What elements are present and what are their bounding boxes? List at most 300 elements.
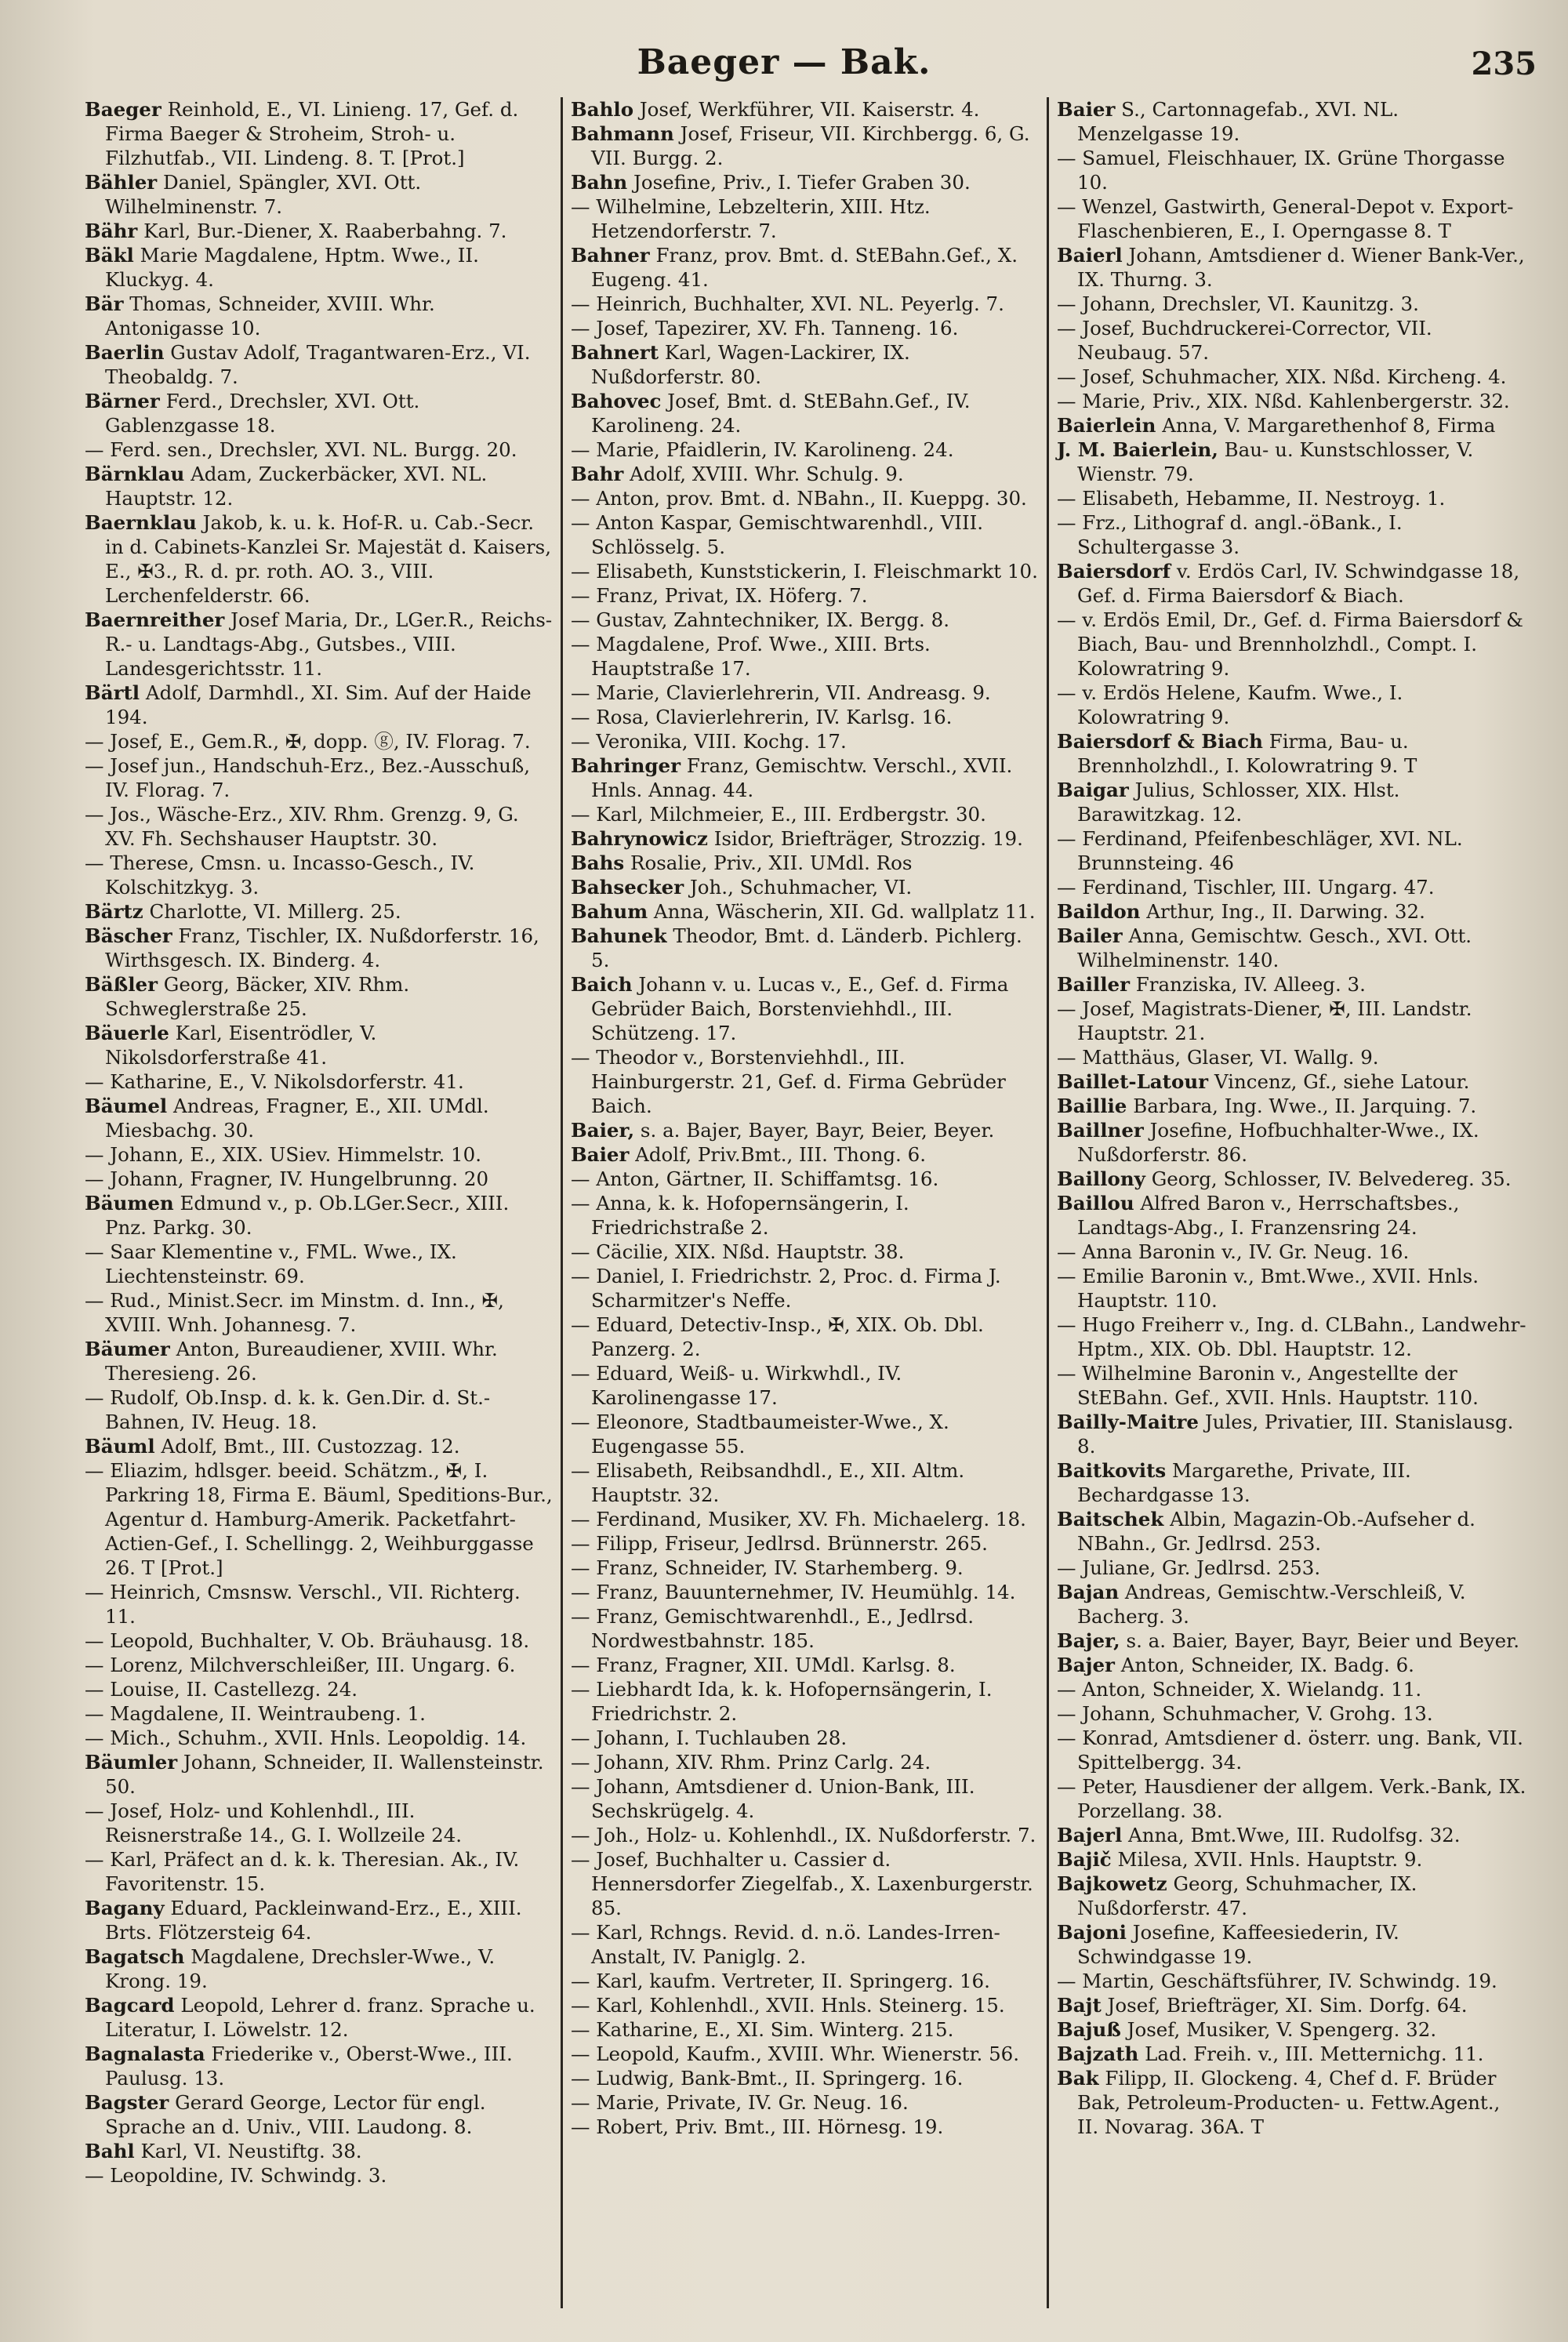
entry-text: Firma, Bau- u. Brennholzhdl., I. Kolowratring 9. T — [1077, 730, 1417, 777]
page-number: 235 — [1471, 45, 1537, 82]
entry-text: — Katharine, E., V. Nikolsdorferstr. 41. — [85, 1070, 464, 1093]
directory-entry — [85, 340, 553, 389]
directory-entry — [571, 2115, 1039, 2139]
entry-text: v. Erdös Carl, IV. Schwindgasse 18, Gef. d. Firma Baiersdorf & Biach. — [1077, 560, 1520, 607]
entry-text: — Anna Baronin v., IV. Gr. Neug. 16. — [1057, 1240, 1410, 1263]
entry-text: — Josef, Buchhalter u. Cassier d. Hennersdorfer Ziegelfab., X. Laxenburgerstr. 85. — [571, 1848, 1033, 1919]
directory-entry — [1057, 2017, 1527, 2042]
entry-name: Bahlo — [571, 98, 634, 121]
directory-entry — [571, 510, 1039, 559]
directory-entry — [1057, 1969, 1527, 1993]
entry-text: — Joh., Holz- u. Kohlenhdl., IX. Nußdorferstr. 7. — [571, 1824, 1036, 1846]
entry-text: — Frz., Lithograf d. angl.-öBank., I. Schultergasse 3. — [1057, 511, 1403, 558]
entry-text: — Josef, Holz- und Kohlenhdl., III. Reisnerstraße 14., G. I. Wollzeile 24. — [85, 1799, 463, 1846]
directory-entry — [85, 681, 553, 729]
entry-text: Leopold, Lehrer d. franz. Sprache u. Literatur, I. Löwelstr. 12. — [105, 1994, 535, 2041]
entry-text: — v. Erdös Helene, Kaufm. Wwe., I. Kolowratring 9. — [1057, 681, 1403, 728]
directory-entry — [1057, 486, 1527, 510]
directory-entry — [1057, 1629, 1527, 1653]
entry-name: Baigar — [1057, 779, 1129, 801]
entry-text: Andreas, Gemischtw.-Verschleiß, V. Bacherg. 3. — [1077, 1581, 1466, 1628]
entry-name: Baier — [1057, 98, 1116, 121]
directory-entry — [571, 1142, 1039, 1167]
entry-text: Albin, Magazin-Ob.-Aufseher d. NBahn., Gr. Jedlrsd. 253. — [1077, 1508, 1475, 1555]
directory-entry — [571, 170, 1039, 194]
entry-name: Baildon — [1057, 900, 1141, 923]
directory-entry — [85, 972, 553, 1021]
entry-name: Baierl — [1057, 244, 1123, 267]
entry-name: Bagatsch — [85, 1945, 185, 1968]
entry-text: Franz, prov. Bmt. d. StEBahn.Gef., X. Eugeng. 41. — [591, 244, 1018, 291]
entry-text: Josefine, Priv., I. Tiefer Graben 30. — [627, 171, 971, 194]
entry-text: — Gustav, Zahntechniker, IX. Bergg. 8. — [571, 608, 949, 631]
entry-text: Daniel, Spängler, XVI. Ott. Wilhelminenstr. 7. — [105, 171, 422, 218]
entry-text: Karl, Wagen-Lackirer, IX. Nußdorferstr. 80. — [591, 341, 910, 388]
entry-text: — Karl, Milchmeier, E., III. Erdbergstr. 30. — [571, 803, 986, 826]
directory-entry — [571, 1167, 1039, 1191]
directory-entry — [1057, 1094, 1527, 1118]
entry-text: Adolf, Bmt., III. Custozzag. 12. — [154, 1435, 460, 1458]
entry-name: Bajzath — [1057, 2042, 1139, 2065]
directory-entry — [571, 316, 1039, 340]
entry-text: Josefine, Kaffeesiederin, IV. Schwindgasse 19. — [1077, 1921, 1399, 1968]
entry-text: Anna, Gemischtw. Gesch., XVI. Ott. Wilhelminenstr. 140. — [1077, 924, 1472, 971]
directory-entry — [571, 462, 1039, 486]
directory-entry — [571, 1580, 1039, 1604]
entry-text: — Johann, Drechsler, VI. Kaunitzg. 3. — [1057, 292, 1419, 315]
directory-entry — [85, 1896, 553, 1944]
directory-entry — [85, 1847, 553, 1896]
entry-text: — Anton, Gärtner, II. Schiffamtsg. 16. — [571, 1167, 939, 1190]
entry-text: Friederike v., Oberst-Wwe., III. Paulusg. 13. — [105, 2042, 513, 2090]
entry-name: Baillony — [1057, 1167, 1145, 1190]
directory-entry — [85, 1191, 553, 1240]
entry-name: Bäumler — [85, 1751, 178, 1774]
entry-text: — Heinrich, Cmsnsw. Verschl., VII. Richterg. 11. — [85, 1581, 521, 1628]
entry-name: Bajkowetz — [1057, 1872, 1167, 1895]
entry-text: — Magdalene, II. Weintraubeng. 1. — [85, 1702, 426, 1725]
directory-entry — [1057, 510, 1527, 559]
directory-entry — [571, 1920, 1039, 1969]
directory-entry — [1057, 438, 1527, 486]
directory-entry — [571, 632, 1039, 681]
entry-text: — Heinrich, Buchhalter, XVI. NL. Peyerlg. 7. — [571, 292, 1004, 315]
entry-text: — Lorenz, Milchverschleißer, III. Ungarg. 6. — [85, 1654, 516, 1676]
page-header — [0, 34, 1568, 97]
entry-text: — Franz, Gemischtwarenhdl., E., Jedlrsd. Nordwestbahnstr. 185. — [571, 1605, 974, 1652]
directory-entry — [85, 1944, 553, 1993]
entry-text: — Josef, Buchdruckerei-Corrector, VII. Neubaug. 57. — [1057, 317, 1432, 364]
entry-name: Bärtz — [85, 900, 143, 923]
entry-name: Baillet-Latour — [1057, 1070, 1209, 1093]
directory-entry — [1057, 1410, 1527, 1458]
directory-entry — [1057, 1507, 1527, 1556]
entry-text: Julius, Schlosser, XIX. Hlst. Barawitzkag. 12. — [1077, 779, 1400, 826]
directory-entry — [571, 1677, 1039, 1726]
directory-entry — [85, 802, 553, 851]
directory-entry — [571, 875, 1039, 899]
directory-entry — [571, 583, 1039, 608]
entry-text: — Eduard, Weiß- u. Wirkwhdl., IV. Karolinengasse 17. — [571, 1362, 902, 1409]
directory-entry — [571, 681, 1039, 705]
directory-entry — [85, 1750, 553, 1799]
entry-text: — Robert, Priv. Bmt., III. Hörnesg. 19. — [571, 2115, 944, 2138]
directory-entry — [571, 340, 1039, 389]
directory-entry — [85, 1167, 553, 1191]
directory-entry — [1057, 2042, 1527, 2066]
entry-text: Anna, Bmt.Wwe, III. Rudolfsg. 32. — [1122, 1824, 1461, 1846]
directory-entry — [85, 899, 553, 924]
entry-name: Bailer — [1057, 924, 1123, 947]
directory-entry — [571, 486, 1039, 510]
directory-entry — [571, 1726, 1039, 1750]
entry-name: Baillou — [1057, 1192, 1134, 1215]
directory-entry — [85, 219, 553, 243]
directory-entry — [571, 924, 1039, 972]
directory-entry — [571, 438, 1039, 462]
entry-name: Bagster — [85, 2091, 169, 2114]
entry-name: Baeger — [85, 98, 162, 121]
directory-entry — [1057, 1556, 1527, 1580]
entry-text: Johann v. u. Lucas v., E., Gef. d. Firma Gebrüder Baich, Borstenviehhdl., III. Schützeng. 17. — [591, 973, 1009, 1044]
directory-columns — [77, 97, 1535, 2308]
entry-text: — Josef, Magistrats-Diener, ✠, III. Landstr. Hauptstr. 21. — [1057, 997, 1472, 1044]
directory-entry — [1057, 826, 1527, 875]
entry-text: Bau- u. Kunstschlosser, V. Wienstr. 79. — [1077, 438, 1474, 485]
entry-name: Baerlin — [85, 341, 165, 364]
entry-text: Josef, Bmt. d. StEBahn.Gef., IV. Karolineng. 24. — [591, 390, 971, 437]
column-right — [1049, 97, 1535, 2308]
directory-entry — [1057, 316, 1527, 365]
directory-entry — [571, 705, 1039, 729]
directory-entry — [1057, 1240, 1527, 1264]
entry-text: — Magdalene, Prof. Wwe., XIII. Brts. Hauptstraße 17. — [571, 633, 931, 680]
entry-text: Andreas, Fragner, E., XII. UMdl. Miesbachg. 30. — [105, 1095, 489, 1142]
directory-entry — [571, 1264, 1039, 1313]
entry-text: — Franz, Schneider, IV. Starhemberg. 9. — [571, 1556, 964, 1579]
entry-text: — Rud., Minist.Secr. im Minstm. d. Inn., ✠, XVIII. Wnh. Johannesg. 7. — [85, 1289, 504, 1336]
entry-text: — Johann, E., XIX. USiev. Himmelstr. 10. — [85, 1143, 482, 1166]
entry-text: — Elisabeth, Kunststickerin, I. Fleischmarkt 10. — [571, 560, 1038, 583]
directory-entry — [1057, 365, 1527, 389]
entry-text: — Josef, Tapezirer, XV. Fh. Tanneng. 16. — [571, 317, 959, 339]
directory-entry — [1057, 1677, 1527, 1701]
entry-text: — Marie, Private, IV. Gr. Neug. 16. — [571, 2091, 909, 2114]
entry-text: Margarethe, Private, III. Bechardgasse 13. — [1077, 1459, 1411, 1506]
entry-text: — Wilhelmine Baronin v., Angestellte der StEBahn. Gef., XVII. Hnls. Hauptstr. 110. — [1057, 1362, 1479, 1409]
entry-text: — Josef jun., Handschuh-Erz., Bez.-Ausschuß, IV. Florag. 7. — [85, 754, 531, 801]
directory-entry — [85, 1726, 553, 1750]
entry-text: Gerard George, Lector für engl. Sprache an d. Univ., VIII. Laudong. 8. — [105, 2091, 486, 2138]
entry-name: Bajuß — [1057, 2018, 1121, 2041]
entry-name: Bahrynowicz — [571, 827, 708, 850]
entry-name: Bahr — [571, 463, 624, 485]
entry-name: Bak — [1057, 2067, 1099, 2090]
entry-name: Bahringer — [571, 754, 681, 777]
directory-entry — [1057, 972, 1527, 997]
directory-entry — [571, 1774, 1039, 1823]
entry-name: Baitkovits — [1057, 1459, 1167, 1482]
directory-entry — [85, 2042, 553, 2090]
directory-entry — [571, 1556, 1039, 1580]
directory-entry — [571, 389, 1039, 438]
entry-text: Josefine, Hofbuchhalter-Wwe., IX. Nußdorferstr. 86. — [1077, 1119, 1479, 1166]
entry-text: Jakob, k. u. k. Hof-R. u. Cab.-Secr. in d. Cabinets-Kanzlei Sr. Majestät d. Kaisers, E., ✠3., R. d. pr. roth. AO. 3., VIII. Lerchenfelderstr. 66. — [105, 511, 552, 607]
directory-entry — [571, 559, 1039, 583]
directory-entry — [571, 194, 1039, 243]
entry-name: Bajt — [1057, 1994, 1102, 2017]
directory-entry — [1057, 2066, 1527, 2139]
entry-text: — Hugo Freiherr v., Ing. d. CLBahn., Landwehr-Hptm., XIX. Ob. Dbl. Hauptstr. 12. — [1057, 1313, 1526, 1360]
directory-entry — [571, 1823, 1039, 1847]
directory-entry — [85, 389, 553, 438]
entry-text: Marie Magdalene, Hptm. Wwe., II. Kluckyg. 4. — [105, 244, 479, 291]
entry-name: Bagany — [85, 1897, 165, 1919]
entry-text: Charlotte, VI. Millerg. 25. — [143, 900, 401, 923]
entry-name: Bärnklau — [85, 463, 185, 485]
directory-entry — [1057, 243, 1527, 292]
entry-text: — Konrad, Amtsdiener d. österr. ung. Bank, VII. Spittelbergg. 34. — [1057, 1727, 1523, 1774]
entry-text: — Wenzel, Gastwirth, General-Depot v. Export-Flaschenbieren, E., I. Operngasse 8. T — [1057, 195, 1514, 242]
directory-entry — [571, 1653, 1039, 1677]
entry-name: Bäumer — [85, 1338, 170, 1360]
entry-name: Bajer — [1057, 1654, 1115, 1676]
entry-text: Josef, Friseur, VII. Kirchbergg. 6, G. VII. Burgg. 2. — [591, 122, 1030, 169]
directory-entry — [1057, 924, 1527, 972]
directory-entry — [1057, 1774, 1527, 1823]
entry-text: Franz, Gemischtw. Verschl., XVII. Hnls. Annag. 44. — [591, 754, 1013, 801]
directory-entry — [1057, 1872, 1527, 1920]
directory-entry — [1057, 1701, 1527, 1726]
entry-text: Anna, Wäscherin, XII. Gd. wallplatz 11. — [648, 900, 1036, 923]
directory-entry — [571, 1191, 1039, 1240]
entry-name: Bagnalasta — [85, 2042, 205, 2065]
entry-text: — Daniel, I. Friedrichstr. 2, Proc. d. Firma J. Scharmitzer's Neffe. — [571, 1265, 1001, 1312]
directory-entry — [1057, 389, 1527, 413]
entry-name: Bahmann — [571, 122, 674, 145]
entry-text: Anton, Schneider, IX. Badg. 6. — [1114, 1654, 1414, 1676]
entry-text: Adolf, XVIII. Whr. Schulg. 9. — [623, 463, 904, 485]
directory-entry — [85, 608, 553, 681]
entry-text: — Liebhardt Ida, k. k. Hofopernsängerin, I. Friedrichstr. 2. — [571, 1678, 993, 1725]
entry-text: Joh., Schuhmacher, VI. — [684, 876, 913, 899]
entry-name: Bäscher — [85, 924, 172, 947]
entry-name: Bäßler — [85, 973, 158, 996]
entry-text: — Cäcilie, XIX. Nßd. Hauptstr. 38. — [571, 1240, 905, 1263]
entry-text: Johann, Amtsdiener d. Wiener Bank-Ver., IX. Thurng. 3. — [1077, 244, 1525, 291]
entry-text: — Louise, II. Castellezg. 24. — [85, 1678, 358, 1701]
directory-entry — [571, 1410, 1039, 1458]
directory-entry — [571, 1531, 1039, 1556]
entry-name: Bahovec — [571, 390, 662, 412]
entry-name: Baernreither — [85, 608, 225, 631]
entry-text: — Peter, Hausdiener der allgem. Verk.-Bank, IX. Porzellang. 38. — [1057, 1775, 1526, 1822]
directory-entry — [571, 608, 1039, 632]
directory-entry — [85, 2139, 553, 2163]
entry-text: — Karl, kaufm. Vertreter, II. Springerg. 16. — [571, 1970, 990, 1992]
entry-text: Franziska, IV. Alleeg. 3. — [1130, 973, 1366, 996]
directory-entry — [571, 972, 1039, 1045]
directory-entry — [85, 1580, 553, 1629]
entry-text: Reinhold, E., VI. Linieng. 17, Gef. d. Firma Baeger & Stroheim, Stroh- u. Filzhutfab., VII. Lindeng. 8. T. [Prot.] — [105, 98, 519, 169]
entry-text: — Matthäus, Glaser, VI. Wallg. 9. — [1057, 1046, 1379, 1069]
directory-entry — [571, 1507, 1039, 1531]
entry-text: — Samuel, Fleischhauer, IX. Grüne Thorgasse 10. — [1057, 147, 1505, 194]
entry-text: — Anton, Schneider, X. Wielandg. 11. — [1057, 1678, 1422, 1701]
entry-text: — Ferdinand, Tischler, III. Ungarg. 47. — [1057, 876, 1435, 899]
entry-text: — Rosa, Clavierlehrerin, IV. Karlsg. 16. — [571, 706, 953, 728]
directory-entry — [571, 899, 1039, 924]
entry-name: Baiersdorf & Biach — [1057, 730, 1263, 753]
entry-name: Bärtl — [85, 681, 140, 704]
directory-entry — [571, 1604, 1039, 1653]
directory-entry — [85, 1993, 553, 2042]
entry-name: Bagcard — [85, 1994, 175, 2017]
entry-text: — Emilie Baronin v., Bmt.Wwe., XVII. Hnls. Hauptstr. 110. — [1057, 1265, 1479, 1312]
entry-text: — Anton Kaspar, Gemischtwarenhdl., VIII. Schlösselg. 5. — [571, 511, 984, 558]
directory-entry — [85, 924, 553, 972]
entry-name: Bärner — [85, 390, 160, 412]
entry-name: Bahs — [571, 851, 625, 874]
directory-entry — [85, 243, 553, 292]
entry-text: — Leopold, Kaufm., XVIII. Whr. Wienerstr. 56. — [571, 2042, 1020, 2065]
column-left-list — [85, 97, 553, 2188]
directory-entry — [571, 1118, 1039, 1142]
directory-entry — [1057, 1118, 1527, 1167]
directory-entry — [571, 1750, 1039, 1774]
page-title: Baeger — Bak. — [637, 42, 931, 82]
entry-text: — Martin, Geschäftsführer, IV. Schwindg. 19. — [1057, 1970, 1497, 1992]
directory-entry — [85, 1240, 553, 1288]
directory-entry — [571, 292, 1039, 316]
entry-name: Bäumel — [85, 1095, 168, 1117]
entry-text: — Jos., Wäsche-Erz., XIV. Rhm. Grenzg. 9, G. XV. Fh. Sechshauser Hauptstr. 30. — [85, 803, 519, 850]
entry-name: Bahl — [85, 2140, 135, 2162]
entry-text: Josef Maria, Dr., LGer.R., Reichs-R.- u. Landtags-Abg., Gutsbes., VIII. Landesgerichtsstr. 11. — [105, 608, 553, 680]
directory-entry — [571, 802, 1039, 826]
entry-text: — Eleonore, Stadtbaumeister-Wwe., X. Eugengasse 55. — [571, 1411, 949, 1458]
directory-entry — [571, 826, 1039, 851]
entry-text: — Katharine, E., XI. Sim. Winterg. 215. — [571, 2018, 954, 2041]
column-right-list — [1057, 97, 1527, 2139]
entry-text: Josef, Werkführer, VII. Kaiserstr. 4. — [633, 98, 980, 121]
entry-name: Bajoni — [1057, 1921, 1127, 1944]
directory-entry — [85, 2163, 553, 2188]
entry-text: Josef, Musiker, V. Spengerg. 32. — [1120, 2018, 1437, 2041]
entry-text: Rosalie, Priv., XII. UMdl. Ros — [624, 851, 913, 874]
entry-text: Barbara, Ing. Wwe., II. Jarquing. 7. — [1127, 1095, 1477, 1117]
directory-entry — [85, 1799, 553, 1847]
entry-text: Josef, Briefträger, XI. Sim. Dorfg. 64. — [1101, 1994, 1468, 2017]
entry-text: — Filipp, Friseur, Jedlrsd. Brünnerstr. 265. — [571, 1532, 988, 1555]
entry-text: — Saar Klementine v., FML. Wwe., IX. Liechtensteinstr. 69. — [85, 1240, 457, 1287]
entry-name: Bähr — [85, 220, 138, 242]
directory-entry — [85, 170, 553, 219]
entry-text: — Therese, Cmsn. u. Incasso-Gesch., IV. Kolschitzkyg. 3. — [85, 851, 475, 899]
directory-entry — [571, 1240, 1039, 1264]
entry-text: s. a. Bajer, Bayer, Bayr, Beier, Beyer. — [634, 1119, 995, 1142]
directory-entry — [1057, 1726, 1527, 1774]
directory-entry — [1057, 1458, 1527, 1507]
entry-name: Bailly-Maitre — [1057, 1411, 1200, 1433]
entry-text: Gustav Adolf, Tragantwaren-Erz., VI. Theobaldg. 7. — [105, 341, 531, 388]
entry-text: — Johann, Schuhmacher, V. Grohg. 13. — [1057, 1702, 1433, 1725]
entry-text: — Anna, k. k. Hofopernsängerin, I. Friedrichstraße 2. — [571, 1192, 909, 1239]
directory-entry — [85, 851, 553, 899]
entry-name: Baitschek — [1057, 1508, 1164, 1530]
directory-entry — [85, 1653, 553, 1677]
entry-text: Adolf, Priv.Bmt., III. Thong. 6. — [629, 1143, 927, 1166]
directory-entry — [1057, 899, 1527, 924]
entry-text: Karl, Eisentrödler, V. Nikolsdorferstraße 41. — [105, 1022, 377, 1069]
directory-entry — [1057, 1264, 1527, 1313]
entry-text: — Josef, Schuhmacher, XIX. Nßd. Kircheng. 4. — [1057, 365, 1507, 388]
directory-entry — [1057, 997, 1527, 1045]
entry-text: Adam, Zuckerbäcker, XVI. NL. Hauptstr. 12. — [105, 463, 488, 510]
entry-text: Magdalene, Drechsler-Wwe., V. Krong. 19. — [105, 1945, 495, 1992]
entry-text: Karl, VI. Neustiftg. 38. — [134, 2140, 362, 2162]
entry-text: — Eduard, Detectiv-Insp., ✠, XIX. Ob. Dbl. Panzerg. 2. — [571, 1313, 984, 1360]
entry-text: Arthur, Ing., II. Darwing. 32. — [1140, 900, 1425, 923]
directory-entry — [85, 753, 553, 802]
directory-entry — [85, 97, 553, 170]
directory-entry — [1057, 194, 1527, 243]
entry-name: Baernklau — [85, 511, 197, 534]
directory-entry — [85, 1385, 553, 1434]
entry-text: — Franz, Bauunternehmer, IV. Heumühlg. 14. — [571, 1581, 1016, 1603]
entry-name: Baich — [571, 973, 633, 996]
entry-text: — v. Erdös Emil, Dr., Gef. d. Firma Baiersdorf & Biach, Bau- und Brennholzhdl., Compt. I. Kolowratring 9. — [1057, 608, 1523, 680]
directory-entry — [1057, 97, 1527, 146]
directory-entry — [85, 1142, 553, 1167]
directory-entry — [571, 2017, 1039, 2042]
entry-name: Bäumen — [85, 1192, 174, 1215]
entry-name: Baiersdorf — [1057, 560, 1171, 583]
directory-entry — [1057, 1823, 1527, 1847]
directory-entry — [1057, 1313, 1527, 1361]
directory-entry — [85, 1458, 553, 1580]
entry-text: Milesa, XVII. Hnls. Hauptstr. 9. — [1111, 1848, 1423, 1871]
entry-text: — Elisabeth, Reibsandhdl., E., XII. Altm. Hauptstr. 32. — [571, 1459, 965, 1506]
entry-name: Baierlein — [1057, 414, 1156, 437]
directory-entry — [571, 1969, 1039, 1993]
entry-text: — Ferdinand, Musiker, XV. Fh. Michaelerg. 18. — [571, 1508, 1026, 1530]
directory-entry — [1057, 1045, 1527, 1069]
entry-text: Edmund v., p. Ob.LGer.Secr., XIII. Pnz. Parkg. 30. — [105, 1192, 510, 1239]
entry-text: s. a. Baier, Bayer, Bayr, Beier und Beyer. — [1120, 1629, 1519, 1652]
entry-text: — Rudolf, Ob.Insp. d. k. k. Gen.Dir. d. St.-Bahnen, IV. Heug. 18. — [85, 1386, 491, 1433]
entry-text: Georg, Schlosser, IV. Belvedereg. 35. — [1145, 1167, 1512, 1190]
entry-text: Eduard, Packleinwand-Erz., E., XIII. Brts. Flötzersteig 64. — [105, 1897, 522, 1944]
entry-text: — Marie, Clavierlehrerin, VII. Andreasg. 9. — [571, 681, 991, 704]
entry-text: — Marie, Pfaidlerin, IV. Karolineng. 24. — [571, 438, 954, 461]
entry-text: Georg, Bäcker, XIV. Rhm. Schweglerstraße 25. — [105, 973, 410, 1020]
entry-text: Filipp, II. Glockeng. 4, Chef d. F. Brüder Bak, Petroleum-Producten- u. Fettw.Agent., II. Novarag. 36A. T — [1077, 2067, 1501, 2138]
entry-name: Bäuml — [85, 1435, 155, 1458]
directory-entry — [1057, 875, 1527, 899]
directory-entry — [85, 1629, 553, 1653]
entry-text: Lad. Freih. v., III. Metternichg. 11. — [1138, 2042, 1484, 2065]
directory-entry — [85, 1069, 553, 1094]
directory-entry — [1057, 292, 1527, 316]
entry-text: — Juliane, Gr. Jedlrsd. 253. — [1057, 1556, 1321, 1579]
directory-entry — [571, 1993, 1039, 2017]
entry-text: — Josef, E., Gem.R., ✠, dopp. ⓖ, IV. Florag. 7. — [85, 730, 531, 753]
directory-entry — [1057, 1653, 1527, 1677]
column-middle — [563, 97, 1049, 2308]
column-middle-list — [571, 97, 1039, 2139]
entry-text: — Wilhelmine, Lebzelterin, XIII. Htz. Hetzendorferstr. 7. — [571, 195, 931, 242]
